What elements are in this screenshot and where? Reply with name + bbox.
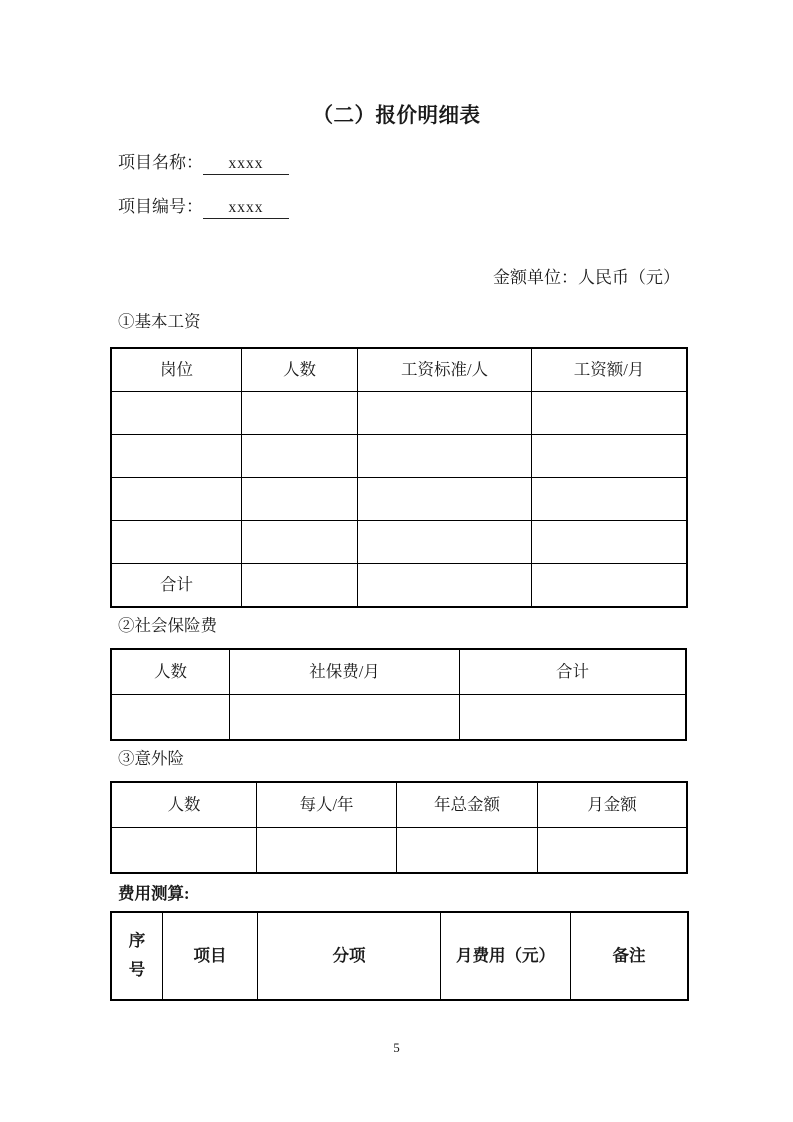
- table-header-row: [111, 348, 687, 392]
- column-header-index: [111, 912, 163, 1000]
- column-header-monthly-cost: 月费用（元）: [441, 912, 571, 1000]
- table-accident-insurance: [110, 781, 688, 874]
- column-header-item: 项目: [163, 912, 258, 1000]
- cell-monthly-amount[interactable]: [538, 828, 688, 874]
- cell-salary-standard[interactable]: [358, 435, 532, 478]
- cell-headcount[interactable]: [242, 478, 358, 521]
- project-number-row: [118, 192, 289, 219]
- cell-salary-standard[interactable]: [358, 478, 532, 521]
- cell-total-headcount[interactable]: [242, 564, 358, 608]
- column-header-index-line1: 序: [128, 931, 146, 951]
- section-caption-basic-salary: ①基本工资: [118, 312, 201, 331]
- column-header-per-person-yearly: 每人/年: [257, 782, 397, 828]
- column-header-post: 岗位: [111, 348, 242, 392]
- table-social-insurance: [110, 648, 687, 741]
- column-header-remarks: 备注: [571, 912, 689, 1000]
- column-header-monthly-salary: 工资额/月: [532, 348, 688, 392]
- project-number-value[interactable]: xxxx: [203, 199, 289, 219]
- cell-monthly-salary[interactable]: [532, 521, 688, 564]
- column-header-yearly-total: 年总金额: [397, 782, 538, 828]
- cell-monthly-salary[interactable]: [532, 392, 688, 435]
- cell-total-monthly-salary[interactable]: [532, 564, 688, 608]
- cell-yearly-total[interactable]: [397, 828, 538, 874]
- section-caption-social-insurance: ②社会保险费: [118, 616, 217, 635]
- cell-headcount[interactable]: [242, 392, 358, 435]
- table-total-row: [111, 564, 687, 608]
- table-basic-salary: [110, 347, 688, 608]
- cell-post[interactable]: [111, 521, 242, 564]
- table-row: [111, 392, 687, 435]
- cell-total-salary-standard[interactable]: [358, 564, 532, 608]
- column-header-index-line2: 号: [128, 960, 146, 979]
- table-cost-estimate: [110, 911, 689, 1001]
- cell-salary-standard[interactable]: [358, 392, 532, 435]
- table-row: [111, 695, 686, 741]
- project-name-value[interactable]: xxxx: [203, 155, 289, 175]
- page-number: 5: [393, 1040, 400, 1055]
- section-caption-accident-insurance: ③意外险: [118, 749, 184, 768]
- cell-post[interactable]: [111, 392, 242, 435]
- table-row: [111, 828, 687, 874]
- cell-monthly-salary[interactable]: [532, 435, 688, 478]
- column-header-salary-standard: 工资标准/人: [358, 348, 532, 392]
- currency-unit-note: 金额单位：人民币（元）: [493, 268, 680, 287]
- table-header-row: [111, 649, 686, 695]
- cell-social-insurance-monthly[interactable]: [230, 695, 460, 741]
- column-header-subitem: 分项: [258, 912, 441, 1000]
- section-caption-cost-estimate: 费用测算:: [118, 884, 190, 903]
- table-row: [111, 478, 687, 521]
- cell-headcount[interactable]: [111, 828, 257, 874]
- cell-headcount[interactable]: [242, 435, 358, 478]
- cell-headcount[interactable]: [242, 521, 358, 564]
- table-row: [111, 521, 687, 564]
- column-header-monthly-amount: 月金额: [538, 782, 688, 828]
- column-header-headcount: 人数: [111, 782, 257, 828]
- page-title: （二）报价明细表: [312, 105, 481, 127]
- cell-post[interactable]: [111, 435, 242, 478]
- cell-total-label: 合计: [111, 564, 242, 608]
- table-header-row: [111, 912, 688, 1000]
- column-header-headcount: 人数: [111, 649, 230, 695]
- project-name-row: [118, 148, 289, 175]
- table-row: [111, 435, 687, 478]
- column-header-headcount: 人数: [242, 348, 358, 392]
- cell-headcount[interactable]: [111, 695, 230, 741]
- cell-total[interactable]: [460, 695, 687, 741]
- column-header-social-insurance-monthly: 社保费/月: [230, 649, 460, 695]
- table-header-row: [111, 782, 687, 828]
- cell-per-person-yearly[interactable]: [257, 828, 397, 874]
- project-number-label: 项目编号：: [118, 197, 203, 216]
- cell-monthly-salary[interactable]: [532, 478, 688, 521]
- column-header-total: 合计: [460, 649, 687, 695]
- project-name-label: 项目名称：: [118, 153, 203, 172]
- cell-salary-standard[interactable]: [358, 521, 532, 564]
- cell-post[interactable]: [111, 478, 242, 521]
